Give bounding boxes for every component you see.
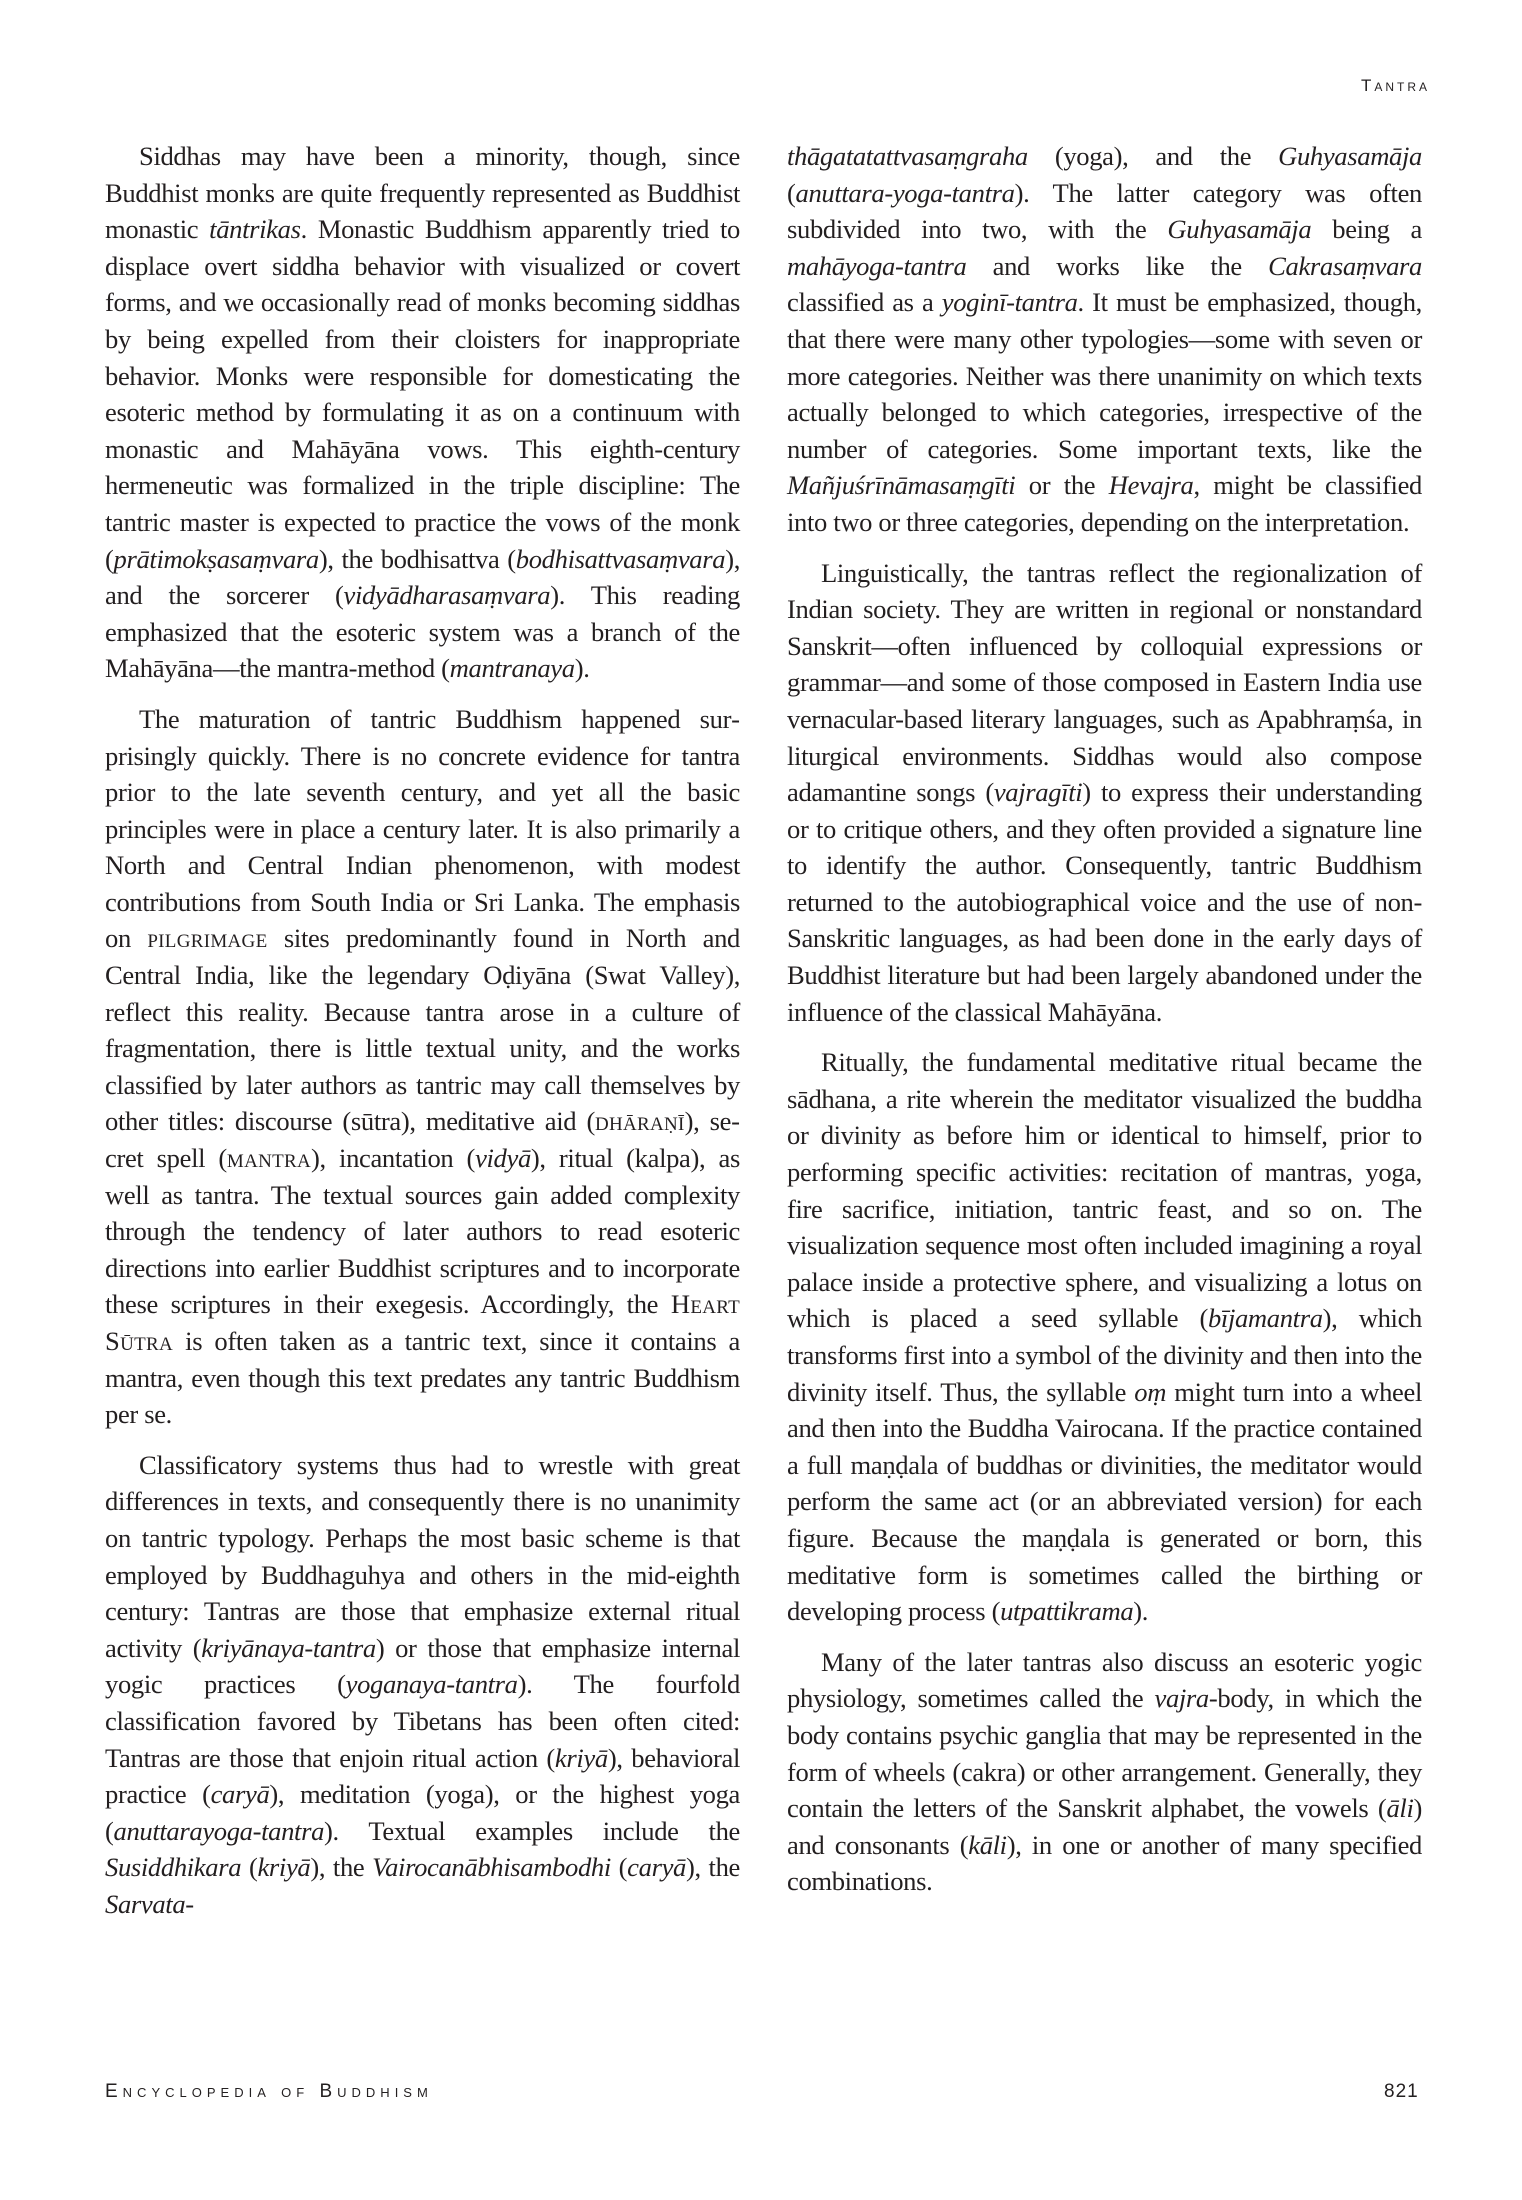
italic-term: kriyā [554,1742,608,1773]
italic-term: Guhyasamāja [1167,214,1312,245]
italic-term: tāntrikas [209,214,301,245]
page-number: 821 [1384,2081,1419,2102]
italic-term: caryā [210,1779,270,1810]
paragraph [105,138,740,687]
text-run: ). [574,653,590,684]
italic-term: mantranaya [449,653,575,684]
cross-reference: dhāraṇī [594,1106,685,1137]
paragraph [105,701,740,1433]
italic-term: yoganaya-tantra [345,1669,518,1700]
text-run: ), and the sorcerer ( [105,543,740,611]
text-run: ), the [310,1852,373,1883]
text-run: -body, in which the body contains psychic ganglia that may be represented in the form of wheels (cakra) or other arrangement. Generally, they contain the letters of the Sanskrit alphabet, the vowels ( [787,1683,1422,1824]
italic-term: anuttara-yoga-tantra [795,177,1015,208]
text-run: and works like the [966,250,1269,281]
text-run: being a [1311,214,1422,245]
left-column [105,138,740,1937]
text-run: (yoga), and the [1027,141,1279,171]
italic-term: utpattikrama [1000,1596,1134,1627]
paragraph [105,1447,740,1923]
text-run: Siddhas may have been a minority, though, since Buddhist monks are quite frequently represented as Buddhist monastic [105,141,740,245]
text-run: ( [241,1852,258,1883]
publication-title: Encyclopedia of Buddhism [105,2081,433,2102]
text-run: ) or those that emphasize internal yogic practices ( [105,1632,740,1700]
text-run: , might be classified into two or three categories, depending on the interpretation. [787,470,1422,537]
text-run: is often taken as a tantric text, since it contains a mantra, even though this text predates any tantric Buddhism per se. [105,1326,740,1430]
text-run: ), incantation ( [311,1143,476,1174]
text-run: ). This reading emphasized that the esoteric system was a branch of the Mahāyāna—the mantra-method ( [105,580,741,684]
text-run: ) and consonants ( [787,1793,1422,1860]
paragraph [787,1044,1422,1630]
italic-term: vidyā [475,1143,531,1174]
italic-term: kāli [968,1829,1007,1860]
text-run: ( [610,1852,628,1883]
cross-reference: pilgrimage [147,923,268,954]
paragraph [787,1644,1422,1900]
text-run: ), the bodhisattva ( [318,543,516,574]
italic-term: anuttarayoga-tantra [113,1815,325,1846]
italic-term: Susiddhikara [105,1852,242,1883]
italic-term: oṃ [1134,1376,1167,1407]
italic-term: yoginī-tantra [941,287,1078,318]
text-run: ), behavioral practice ( [105,1742,740,1810]
text-run: Classificatory systems thus had to wrestle with great differences in texts, and consequently there is no unanimity on tantric typology. Perhaps the most basic scheme is that employed by Buddhaguhya and others in the mid-eighth century: Tantras are those that emphasize external ritual activity ( [105,1449,740,1663]
italic-term: Vairocanābhisambodhi [372,1852,611,1883]
text-run: classified as a [787,287,942,318]
italic-term: kriyā [257,1852,311,1883]
italic-term: vajra [1154,1683,1209,1714]
text-run: The maturation of tantric Buddhism happened surprisingly quickly. There is no concrete evidence for tantra prior to the late seventh century, and yet all the basic principles were in place a century later. It is also primarily a North and Central Indian phenomenon, with modest contributions from South India or Sri Lanka. The emphasis on [105,703,740,954]
paragraph [787,555,1422,1031]
right-column [787,138,1422,1914]
running-head: Tantra [1360,76,1430,95]
italic-term: vajragīti [993,777,1083,808]
cross-reference: mantra [226,1143,312,1174]
italic-term: Sarvata- [105,1888,194,1919]
italic-term: vidyādharasaṃvara [343,580,551,611]
italic-term: kriyānaya-tantra [201,1632,376,1663]
text-run: ), meditation (yoga), or the highest yoga ( [105,1779,740,1846]
text-run: ), secret spell ( [105,1106,740,1174]
italic-term: thāgatatattvasaṃgraha [787,141,1028,171]
italic-term: mahāyoga-tantra [787,250,967,281]
text-run: ). [1133,1596,1149,1627]
cross-reference: Heart Sūtra [105,1289,740,1356]
italic-term: bījamantra [1207,1303,1323,1334]
text-run: . Monastic Buddhism apparently tried to displace overt siddha behavior with visualized or covert forms, and we occasionally read of monks becoming siddhas by being expelled from their cloisters for inappropriate behavior. Monks were responsible for domesticating the esoteric method by formulating it as on a continuum with monastic and Mahāyāna vows. This eighth-century hermeneutic was formalized in the triple discipline: The tantric master is expected to practice the vows of the monk ( [105,214,740,574]
text-run: or the [1015,470,1109,501]
text-run: ) to express their understanding or to critique others, and they often provided a signature line to identify the author. Consequently, tantric Buddhism returned to the autobiographical voice and the use of non-Sanskritic languages, as had been done in the early days of Buddhist literature but had been largely abandoned under the influence of the classical Mahāyāna. [787,777,1422,1027]
paragraph [787,138,1422,541]
text-run: ). The fourfold classification favored by Tibetans has been often cited: Tantras are those that enjoin ritual action ( [105,1669,741,1773]
text-run: ( [787,177,796,208]
italic-term: Hevajra [1108,470,1194,501]
text-run: Ritually, the fundamental meditative ritual became the sādhana, a rite wherein the meditator visualized the buddha or divinity as before him or identical to himself, prior to performing specific activities: recitation of mantras, yoga, fire sacrifice, initiation, tantric feast, and so on. The visualization sequence most often included imagining a royal palace inside a protective sphere, and visualizing a lotus on which is placed a seed syllable ( [787,1047,1422,1334]
text-run: sites predominantly found in North and Central India, like the legendary Oḍiyāna (Swat Valley), reflect this reality. Because tantra arose in a culture of fragmentation, there is little textual unity, and the works classified by later authors as tantric may call themselves by other titles: discourse (sūtra), meditative aid ( [105,923,740,1137]
italic-term: Guhyasamāja [1278,141,1422,171]
text-run: ), the [685,1852,740,1883]
text-run: ), in one or another of many specified combinations. [787,1829,1422,1897]
text-run: ), which transforms first into a symbol of the divinity and then into the divinity itself. Thus, the syllable [787,1303,1422,1407]
text-run: ), ritual (kalpa), as well as tantra. The textual sources gain added complexity through the tendency of later authors to read esoteric directions into earlier Buddhist scriptures and to incorporate these scriptures in their exegesis. Accordingly, the [105,1143,740,1320]
italic-term: Mañjuśrīnāmasaṃgīti [787,470,1016,501]
italic-term: prātimokṣasaṃvara [113,543,319,574]
italic-term: āli [1386,1793,1414,1824]
text-run: Many of the later tantras also discuss an esoteric yogic physiology, sometimes called the [787,1646,1422,1714]
italic-term: bodhisattvasaṃvara [515,543,726,574]
text-run: Linguistically, the tantras reflect the regionalization of Indian society. They are written in regional or nonstandard Sanskrit—often influenced by colloquial expressions or grammar—and some of those composed in Eastern India use vernacular-based literary languages, such as Apabhraṃśa, in liturgical environments. Siddhas would also compose adamantine songs ( [787,557,1422,808]
text-run: might turn into a wheel and then into the Buddha Vairocana. If the practice contained a full maṇḍala of buddhas or divinities, the meditator would perform the same act (or an abbreviated version) for each figure. Because the maṇḍala is generated or born, this meditative form is sometimes called the birthing or developing process ( [787,1376,1422,1627]
text-run: ). The latter category was often subdivided into two, with the [787,177,1422,245]
italic-term: Cakrasaṃvara [1268,250,1422,281]
italic-term: caryā [627,1852,686,1883]
text-run: . It must be emphasized, though, that there were many other typologies—some with seven or more categories. Neither was there unanimity on which texts actually belonged to which categories, irrespective of the number of categories. Some important texts, like the [787,287,1422,464]
text-run: ). Textual examples include the [324,1815,740,1846]
